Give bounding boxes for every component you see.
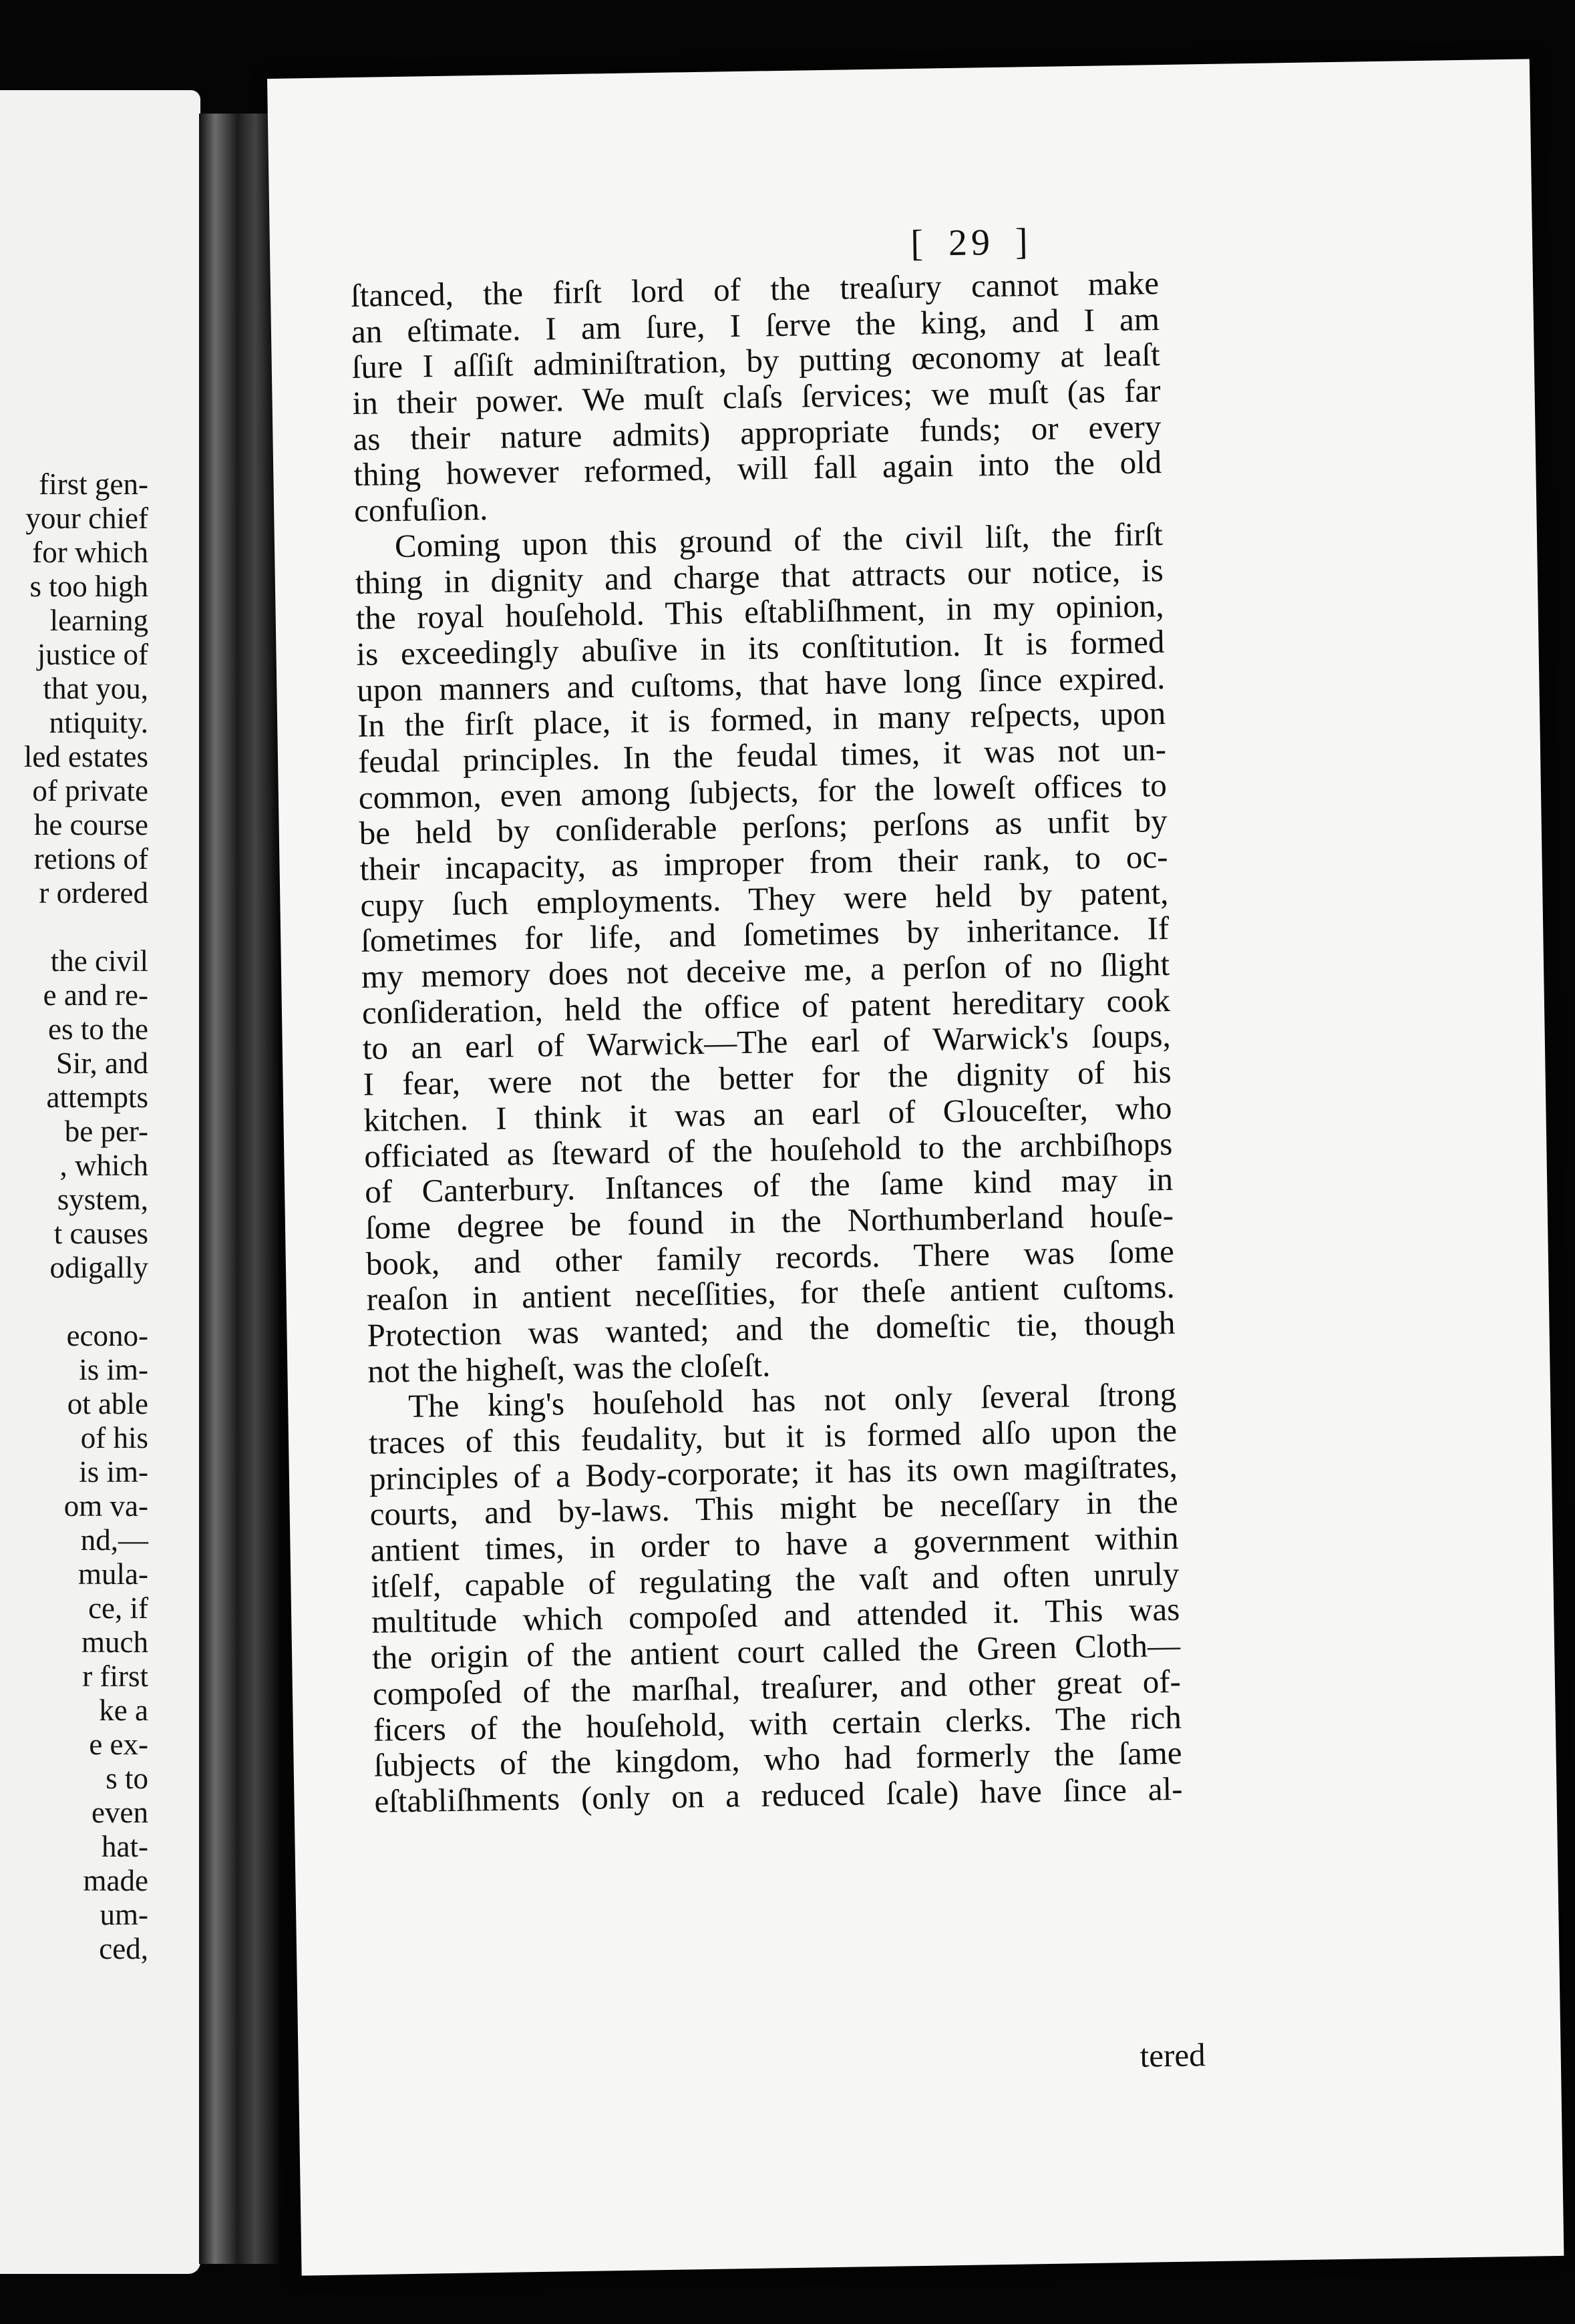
text-line: Protection was wanted; and the domeſtic tie, though: [367, 1304, 1176, 1354]
text-line: an eſtimate. I am ſure, I ſerve the king, and I am: [351, 300, 1160, 350]
left-page-line: [24, 1285, 148, 1319]
text-line: ſome degree be found in the Northumberland houſe-: [365, 1196, 1174, 1246]
left-page-line: Sir, and: [55, 1046, 148, 1080]
text-line: is exceedingly abuſive in its conſtitution. It is formed: [356, 622, 1165, 672]
text-line: ſubjects of the kingdom, who had formerly the ſame: [373, 1734, 1182, 1784]
left-page-line: even: [92, 1796, 148, 1829]
text-line: as their nature admits) appropriate funds; or every: [353, 407, 1162, 457]
text-line: the royal houſehold. This eſtabliſhment, in my opinion,: [355, 587, 1164, 637]
left-page-line: ce, if: [88, 1591, 148, 1625]
left-page: [0, 90, 200, 2274]
left-page-line: your chief: [25, 502, 148, 535]
text-line: thing however reformed, will fall again into the old: [353, 443, 1162, 494]
left-page-line: hat-: [102, 1830, 148, 1863]
left-page-line: ced,: [99, 1932, 148, 1965]
page-number: 29: [948, 221, 995, 264]
text-line: conſideration, held the office of patent hereditary cook: [361, 981, 1171, 1031]
text-line: thing in dignity and charge that attracts our notice, is: [355, 551, 1164, 601]
header-bracket-close: ]: [1015, 221, 1033, 263]
text-line: antient times, in order to have a government within: [370, 1519, 1179, 1569]
left-page-line: r first: [82, 1660, 148, 1693]
left-page-line: he course: [33, 808, 148, 841]
left-page-line: mula-: [78, 1557, 148, 1591]
text-line: courts, and by-laws. This might be neceſſary in the: [369, 1483, 1179, 1533]
text-line: In the firſt place, it is formed, in many reſpects, upon: [357, 695, 1166, 745]
text-line: common, even among ſubjects, for the loweſt offices to: [358, 766, 1168, 816]
left-page-line: , which: [59, 1149, 148, 1182]
catchword: tered: [1140, 2036, 1206, 2074]
left-page-line: the civil: [50, 944, 148, 978]
text-line: The king's houſehold has not only ſeveral ſtrong: [407, 1376, 1177, 1425]
left-page-line: s too high: [29, 570, 148, 603]
book-gutter: [199, 114, 279, 2264]
text-line: I fear, were not the better for the dignity of his: [363, 1053, 1172, 1103]
left-page-line: e ex-: [89, 1728, 148, 1761]
left-page-line: of his: [80, 1421, 148, 1455]
left-page-line: ke a: [99, 1694, 148, 1727]
left-page-line: t causes: [53, 1217, 148, 1250]
left-page-text: [24, 467, 148, 1966]
text-line: ſure I aſſiſt adminiſtration, by putting œconomy at leaſt: [351, 336, 1161, 386]
header-bracket-open: [: [910, 222, 928, 264]
left-page-line: om va-: [63, 1489, 148, 1523]
text-line: Coming upon this ground of the civil liſt, the firſt: [394, 515, 1164, 564]
left-page-line: s to: [106, 1762, 148, 1795]
left-page-line: of private: [32, 774, 148, 807]
text-line: multitude which compoſed and attended it. This was: [371, 1591, 1180, 1641]
text-line: eſtabliſhments (only on a reduced ſcale) have ſince al-: [374, 1770, 1183, 1820]
left-page-line: first gen-: [39, 467, 148, 501]
left-page-line: for which: [32, 536, 148, 569]
text-line: be held by conſiderable perſons; perſons as unfit by: [359, 802, 1168, 852]
text-line: of Canterbury. Inſtances of the ſame kind may in: [364, 1161, 1174, 1211]
left-page-line: be per-: [64, 1115, 148, 1148]
text-line: ficers of the houſehold, with certain clerks. The rich: [373, 1698, 1182, 1748]
text-line: ſometimes for life, and ſometimes by inheritance. If: [360, 910, 1170, 960]
left-page-line: is im-: [79, 1455, 148, 1489]
body-text: [351, 265, 1183, 1819]
left-page-line: um-: [100, 1898, 148, 1931]
left-page-line: e and re-: [43, 978, 148, 1012]
left-page-line: retions of: [33, 842, 148, 876]
text-line: traces of this feudality, but it is formed alſo upon the: [368, 1411, 1178, 1461]
text-line: their incapacity, as improper from their rank, to oc-: [359, 837, 1168, 888]
left-page-line: is im-: [79, 1353, 148, 1386]
text-line: not the higheſt, was the cloſeſt.: [367, 1346, 771, 1390]
left-page-line: es to the: [48, 1012, 148, 1046]
left-page-line: that you,: [43, 672, 148, 705]
text-line: itſelf, capable of regulating the vaſt and often unruly: [371, 1555, 1180, 1605]
text-line: kitchen. I think it was an earl of Glouceſter, who: [363, 1089, 1172, 1139]
left-page-line: r ordered: [39, 876, 148, 910]
left-page-line: much: [81, 1625, 148, 1659]
left-page-line: ntiquity.: [49, 706, 148, 739]
text-line: cupy ſuch employments. They were held by patent,: [360, 874, 1169, 924]
text-line: confuſion.: [353, 490, 488, 530]
left-page-line: made: [83, 1864, 148, 1897]
left-page-line: justice of: [37, 638, 148, 671]
page-header: [671, 216, 1272, 268]
left-page-line: nd,—: [80, 1523, 148, 1557]
text-line: principles of a Body-corporate; it has its own magiſtrates,: [369, 1447, 1178, 1497]
text-line: officiated as ſteward of the houſehold to the archbiſhops: [363, 1125, 1173, 1175]
left-page-line: attempts: [46, 1081, 148, 1114]
text-line: upon manners and cuſtoms, that have long ſince expired.: [356, 658, 1166, 709]
text-line: to an earl of Warwick—The earl of Warwick's ſoups,: [362, 1017, 1172, 1067]
left-page-line: [24, 910, 148, 944]
text-line: my memory does not deceive me, a perſon of no ſlight: [361, 946, 1170, 996]
text-line: the origin of the antient court called the Green Cloth—: [371, 1626, 1181, 1676]
text-line: book, and other family records. There was ſome: [365, 1232, 1175, 1282]
text-line: reaſon in antient neceſſities, for theſe antient cuſtoms.: [366, 1268, 1176, 1318]
left-page-line: led estates: [23, 740, 148, 773]
left-page-line: system,: [57, 1183, 148, 1216]
text-line: in their power. We muſt claſs ſervices; we muſt (as far: [352, 372, 1161, 422]
text-line: ſtanced, the firſt lord of the treaſury cannot make: [350, 264, 1160, 315]
left-page-line: ot able: [67, 1387, 148, 1420]
left-page-line: odigally: [49, 1251, 148, 1284]
text-line: compoſed of the marſhal, treaſurer, and other great of-: [372, 1662, 1182, 1712]
right-page: [267, 59, 1564, 2275]
left-page-line: econo-: [66, 1319, 148, 1352]
left-page-line: learning: [49, 604, 148, 637]
text-line: feudal principles. In the feudal times, it was not un-: [357, 730, 1167, 780]
